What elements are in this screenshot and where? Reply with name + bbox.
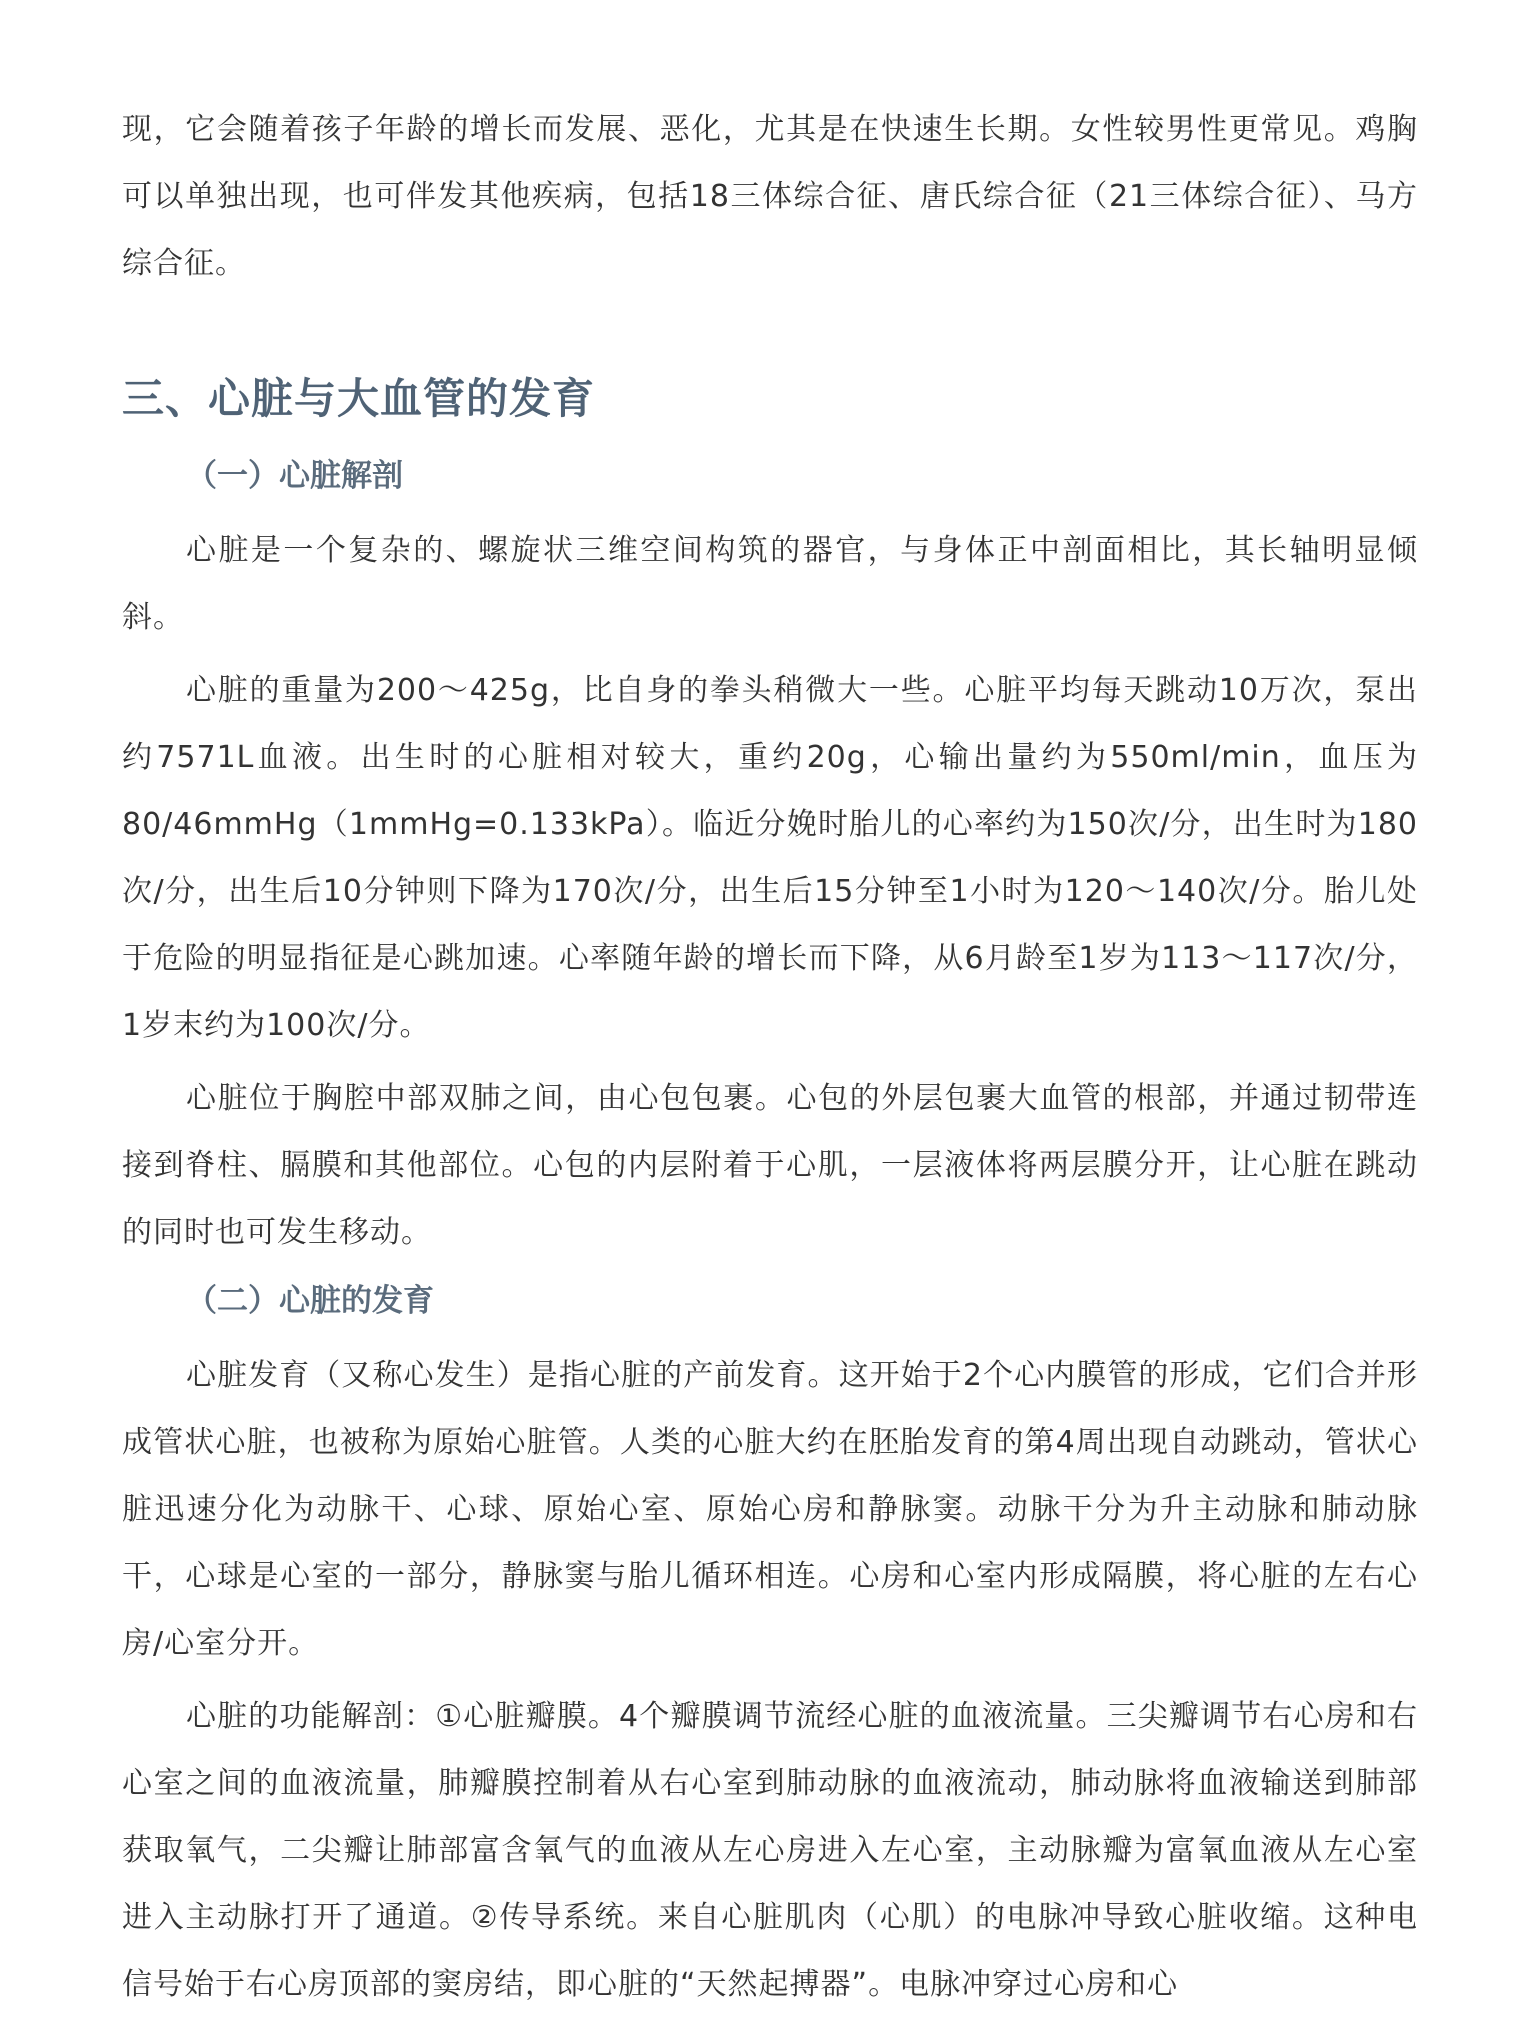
document-page: [122, 96, 1418, 2018]
subsection-title-anatomy: （一）心脏解剖: [186, 458, 403, 494]
anatomy-paragraph-2: 心脏的重量为200～425g，比自身的拳头稍微大一些。心脏平均每天跳动10万次，泵出约7571L血液。出生时的心脏相对较大，重约20g，心输出量约为550ml/min，血压为80/46mmHg（1mmHg=0.133kPa）。临近分娩时胎儿的心率约为150次/分，出生时为180次/分，出生后10分钟则下降为170次/分，出生后15分钟至1小时为120～140次/分。胎儿处于危险的明显指征是心跳加速。心率随年龄的增长而下降，从6月龄至1岁为113～117次/分，1岁末约为100次/分。: [122, 673, 1418, 1043]
anatomy-paragraph-1: 心脏是一个复杂的、螺旋状三维空间构筑的器官，与身体正中剖面相比，其长轴明显倾斜。: [122, 533, 1418, 635]
intro-paragraph: 现，它会随着孩子年龄的增长而发展、恶化，尤其是在快速生长期。女性较男性更常见。鸡胸可以单独出现，也可伴发其他疾病，包括18三体综合征、唐氏综合征（21三体综合征）、马方综合征。: [122, 112, 1418, 281]
section-title: 三、心脏与大血管的发育: [122, 374, 596, 423]
subsection-title-development: （二）心脏的发育: [186, 1283, 434, 1319]
anatomy-paragraph-3: 心脏位于胸腔中部双肺之间，由心包包裹。心包的外层包裹大血管的根部，并通过韧带连接到脊柱、膈膜和其他部位。心包的内层附着于心肌，一层液体将两层膜分开，让心脏在跳动的同时也可发生移动。: [122, 1081, 1418, 1250]
development-paragraph-2: 心脏的功能解剖：①心脏瓣膜。4个瓣膜调节流经心脏的血液流量。三尖瓣调节右心房和右心室之间的血液流量，肺瓣膜控制着从右心室到肺动脉的血液流动，肺动脉将血液输送到肺部获取氧气，二尖瓣让肺部富含氧气的血液从左心房进入左心室，主动脉瓣为富氧血液从左心室进入主动脉打开了通道。②传导系统。来自心脏肌肉（心肌）的电脉冲导致心脏收缩。这种电信号始于右心房顶部的窦房结，即心脏的“天然起搏器”。电脉冲穿过心房和心: [122, 1699, 1418, 2002]
development-paragraph-1: 心脏发育（又称心发生）是指心脏的产前发育。这开始于2个心内膜管的形成，它们合并形成管状心脏，也被称为原始心脏管。人类的心脏大约在胚胎发育的第4周出现自动跳动，管状心脏迅速分化为动脉干、心球、原始心室、原始心房和静脉窦。动脉干分为升主动脉和肺动脉干，心球是心室的一部分，静脉窦与胎儿循环相连。心房和心室内形成隔膜，将心脏的左右心房/心室分开。: [122, 1358, 1418, 1661]
